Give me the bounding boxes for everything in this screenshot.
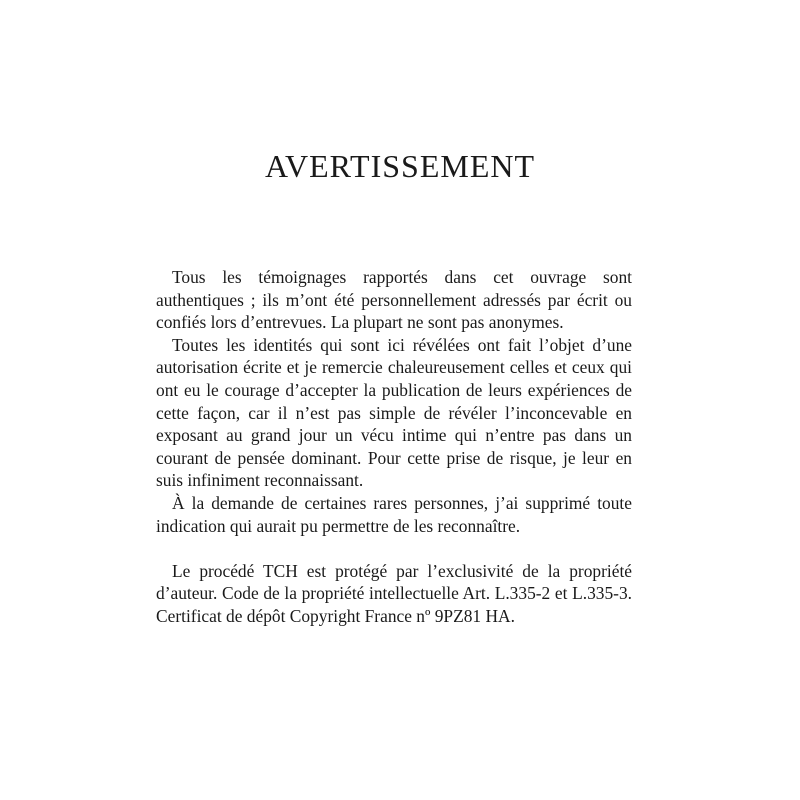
page-title: AVERTISSEMENT bbox=[264, 148, 536, 184]
paragraph-identities: Toutes les identités qui sont ici révélées ont fait l’objet d’une autorisation écrite et je remercie chaleureusement celles et ceux qui ont eu le courage d’accepter la publication de leurs expériences de cette façon, car il n’est pas simple de révéler l’inconcevable en exposant au grand jour un vécu intime qui n’entre pas dans un courant de pensée dominant. Pour cette prise de risque, je leur en suis infiniment reconnaissant. bbox=[156, 334, 632, 491]
paragraph-testimonies: Tous les témoignages rapportés dans cet ouvrage sont authentiques ; ils m’ont été personnellement adressés par écrit ou confiés lors d’entrevues. La plupart ne sont pas anonymes. bbox=[156, 267, 632, 333]
paragraph-spacer bbox=[156, 537, 632, 560]
paragraph-anonymity: À la demande de certaines rares personnes, j’ai supprimé toute indication qui aurait pu permettre de les reconnaître. bbox=[156, 492, 632, 536]
legal-notice: Le procédé TCH est protégé par l’exclusivité de la propriété d’auteur. Code de la propriété intellectuelle Art. L.335-2 et L.335-3. Certificat de dépôt Copyright France nº 9PZ81 HA. bbox=[156, 560, 632, 626]
body-text bbox=[156, 266, 632, 628]
